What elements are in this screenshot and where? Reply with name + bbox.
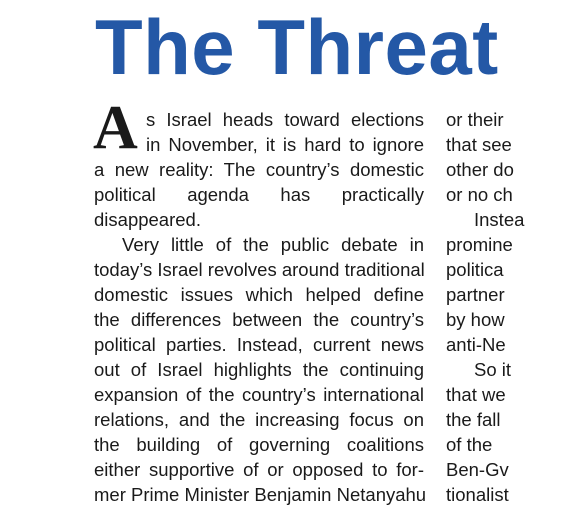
column-2-line: that see: [446, 134, 512, 155]
column-2-line: Ben-Gv: [446, 459, 509, 480]
column-1-line: disappeared.: [94, 209, 201, 230]
column-1-line: in November, it is hard to ignore: [146, 134, 424, 155]
drop-cap: A: [93, 94, 138, 162]
column-1-line: domestic issues which helped define: [94, 284, 424, 305]
column-2-line: So it: [474, 359, 512, 380]
article-column-2: [446, 107, 566, 507]
column-1-line: the differences between the country’s: [94, 309, 424, 330]
column-2-line: by how: [446, 309, 505, 330]
column-2-line: the fall: [446, 409, 501, 430]
column-1-line: a new reality: The country’s domestic: [94, 159, 424, 180]
column-1-line: either supportive of or opposed to for-: [94, 459, 424, 480]
column-1-line: the building of governing coalitions: [94, 434, 424, 455]
column-2-line: Instea: [474, 209, 525, 230]
column-1-line: political agenda has practically: [94, 184, 424, 205]
column-2-line: or their: [446, 109, 504, 130]
column-1-line: expansion of the country’s international: [94, 384, 424, 405]
column-2-line: partner: [446, 284, 505, 305]
column-1-line: mer Prime Minister Benjamin Netanyahu: [94, 484, 427, 505]
column-1-line: relations, and the increasing focus on: [94, 409, 424, 430]
column-2-line: or no ch: [446, 184, 513, 205]
article-column-1: [94, 107, 427, 507]
column-2-line: that we: [446, 384, 506, 405]
column-2-line: of the: [446, 434, 493, 455]
column-1-line: today’s Israel revolves around traditional: [94, 259, 425, 280]
column-1-line: Very little of the public debate in: [122, 234, 424, 255]
column-2-line: tionalist: [446, 484, 509, 505]
column-2-line: other do: [446, 159, 514, 180]
column-1-line: out of Israel highlights the continuing: [94, 359, 424, 380]
column-2-line: promine: [446, 234, 513, 255]
column-1-line: s Israel heads toward elections: [146, 109, 424, 130]
column-2-line: anti-Ne: [446, 334, 506, 355]
column-2-line: politica: [446, 259, 504, 280]
column-1-line: political parties. Instead, current news: [94, 334, 424, 355]
article-headline: The Threat: [95, 3, 499, 91]
